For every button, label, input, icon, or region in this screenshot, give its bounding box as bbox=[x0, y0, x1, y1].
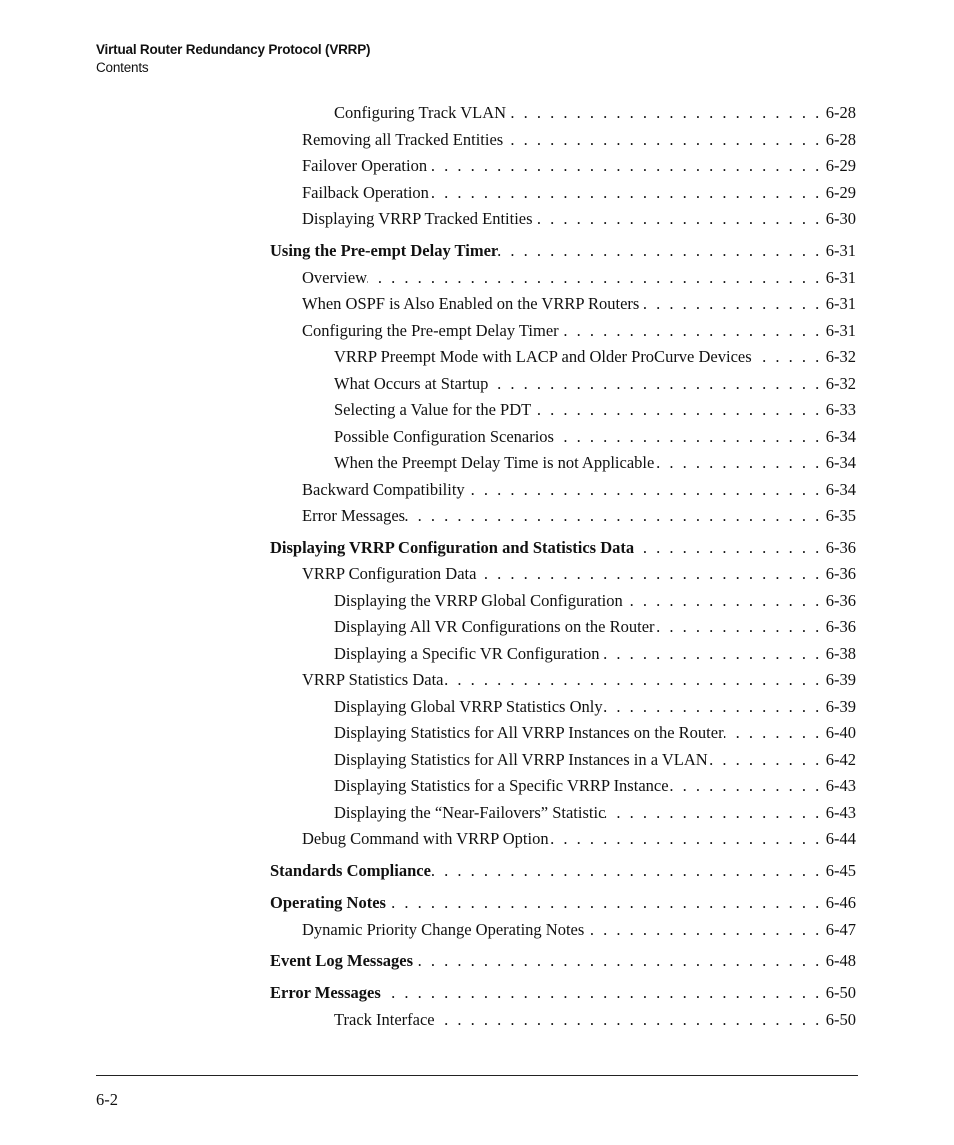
footer-divider bbox=[96, 1075, 858, 1076]
toc-section-entry: Error Messages . . . 6-50 bbox=[270, 983, 856, 1003]
toc-entry: Error Messages . . . 6-35 bbox=[302, 506, 856, 526]
toc-entry: Displaying the VRRP Global Configuration . . . 6-36 bbox=[334, 591, 856, 611]
toc-entry: When OSPF is Also Enabled on the VRRP Routers . . . 6-31 bbox=[302, 294, 856, 314]
page-number: 6-2 bbox=[96, 1090, 118, 1109]
toc-entry: Backward Compatibility . . . 6-34 bbox=[302, 480, 856, 500]
toc-entry: Displaying a Specific VR Configuration . . . 6-38 bbox=[334, 644, 856, 664]
toc-section-entry: Event Log Messages . . . 6-48 bbox=[270, 951, 856, 971]
toc-entry: Debug Command with VRRP Option . . . 6-44 bbox=[302, 829, 856, 849]
toc-entry: Displaying Statistics for All VRRP Instances on the Router . . . 6-40 bbox=[334, 723, 856, 743]
chapter-title: Virtual Router Redundancy Protocol (VRRP) bbox=[96, 42, 371, 57]
toc-entry: Overview . . . 6-31 bbox=[302, 268, 856, 288]
toc-entry: Dynamic Priority Change Operating Notes . . . 6-47 bbox=[302, 920, 856, 940]
toc-entry: When the Preempt Delay Time is not Applicable . . . 6-34 bbox=[334, 453, 856, 473]
toc-entry: VRRP Configuration Data . . . 6-36 bbox=[302, 564, 856, 584]
toc-entry: Failback Operation . . . 6-29 bbox=[302, 183, 856, 203]
toc-entry: VRRP Statistics Data . . . 6-39 bbox=[302, 670, 856, 690]
running-header bbox=[96, 41, 370, 77]
toc-entry: Displaying VRRP Tracked Entities . . . 6-30 bbox=[302, 209, 856, 229]
toc-entry: Removing all Tracked Entities . . . 6-28 bbox=[302, 130, 856, 150]
toc-entry: Displaying the “Near-Failovers” Statistic . . . 6-43 bbox=[334, 803, 856, 823]
toc-entry: Displaying Statistics for a Specific VRRP Instance . . . 6-43 bbox=[334, 776, 856, 796]
section-title: Contents bbox=[96, 60, 149, 75]
toc-section-entry: Operating Notes . . . 6-46 bbox=[270, 893, 856, 913]
toc-entry: Possible Configuration Scenarios . . . 6-34 bbox=[334, 427, 856, 447]
toc-section-entry: Using the Pre-empt Delay Timer . . . 6-31 bbox=[270, 241, 856, 261]
toc-entry: Track Interface . . . 6-50 bbox=[334, 1010, 856, 1030]
toc-entry: Configuring Track VLAN . . . 6-28 bbox=[334, 103, 856, 123]
toc-entry: Failover Operation . . . 6-29 bbox=[302, 156, 856, 176]
toc-entry: Selecting a Value for the PDT . . . 6-33 bbox=[334, 400, 856, 420]
toc-entry: VRRP Preempt Mode with LACP and Older ProCurve Devices . . . 6-32 bbox=[334, 347, 856, 367]
toc-section-entry: Displaying VRRP Configuration and Statistics Data . . . 6-36 bbox=[270, 538, 856, 558]
toc-entry: Displaying Global VRRP Statistics Only . . . 6-39 bbox=[334, 697, 856, 717]
toc-entry: What Occurs at Startup . . . 6-32 bbox=[334, 374, 856, 394]
toc-section-entry: Standards Compliance . . . 6-45 bbox=[270, 861, 856, 881]
toc-entry: Displaying All VR Configurations on the Router . . . 6-36 bbox=[334, 617, 856, 637]
toc-entry: Displaying Statistics for All VRRP Instances in a VLAN . . . 6-42 bbox=[334, 750, 856, 770]
toc-entry: Configuring the Pre-empt Delay Timer . . . 6-31 bbox=[302, 321, 856, 341]
